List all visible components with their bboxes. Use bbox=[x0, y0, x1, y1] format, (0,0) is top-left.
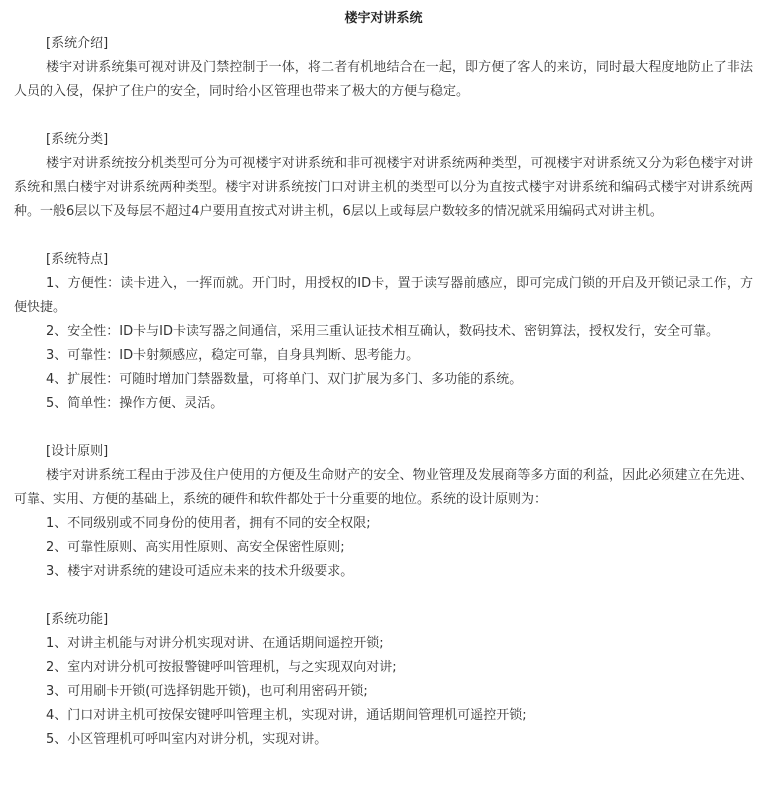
spacer bbox=[14, 224, 753, 248]
function-item: 2、室内对讲分机可按报警键呼叫管理机，与之实现双向对讲; bbox=[46, 660, 397, 675]
section-heading-design: [设计原则] bbox=[46, 444, 109, 459]
feature-item: 2、安全性：ID卡与ID卡读写器之间通信，采用三重认证技术相互确认，数码技术、密钥算法，授权发行，安全可靠。 bbox=[46, 324, 719, 339]
section-heading-features: [系统特点] bbox=[46, 252, 109, 267]
design-item: 1、不同级别或不同身份的使用者，拥有不同的安全权限; bbox=[46, 516, 371, 531]
design-paragraph: 楼宇对讲系统工程由于涉及住户使用的方便及生命财产的安全、物业管理及发展商等多方面的利益，因此必须建立在先进、可靠、实用、方便的基础上，系统的硬件和软件都处于十分重要的地位。系统的设计原则为： bbox=[14, 468, 753, 507]
section-heading-category: [系统分类] bbox=[46, 132, 109, 147]
function-item: 1、对讲主机能与对讲分机实现对讲、在通话期间遥控开锁; bbox=[46, 636, 384, 651]
spacer bbox=[14, 416, 753, 440]
section-design bbox=[14, 440, 753, 584]
function-item: 3、可用刷卡开锁(可选择钥匙开锁)，也可利用密码开锁; bbox=[46, 684, 368, 699]
section-features bbox=[14, 248, 753, 416]
function-item: 4、门口对讲主机可按保安键呼叫管理主机，实现对讲，通话期间管理机可遥控开锁; bbox=[46, 708, 527, 723]
section-intro bbox=[14, 32, 753, 104]
section-heading-intro: [系统介绍] bbox=[46, 36, 109, 51]
section-functions bbox=[14, 608, 753, 752]
spacer bbox=[14, 104, 753, 128]
spacer bbox=[14, 584, 753, 608]
function-item: 5、小区管理机可呼叫室内对讲分机，实现对讲。 bbox=[46, 732, 328, 747]
feature-item: 5、简单性：操作方便、灵活。 bbox=[46, 396, 224, 411]
feature-item: 4、扩展性：可随时增加门禁器数量，可将单门、双门扩展为多门、多功能的系统。 bbox=[46, 372, 523, 387]
feature-item: 3、可靠性：ID卡射频感应，稳定可靠，自身具判断、思考能力。 bbox=[46, 348, 420, 363]
design-item: 3、楼宇对讲系统的建设可适应未来的技术升级要求。 bbox=[46, 564, 354, 579]
section-heading-functions: [系统功能] bbox=[46, 612, 109, 627]
category-paragraph: 楼宇对讲系统按分机类型可分为可视楼宇对讲系统和非可视楼宇对讲系统两种类型，可视楼宇对讲系统又分为彩色楼宇对讲系统和黑白楼宇对讲系统两种类型。楼宇对讲系统按门口对讲主机的类型可以分为直按式楼宇对讲系统和编码式楼宇对讲系统两种。一般6层以下及每层不超过4户要用直按式对讲主机，6层以上或每层户数较多的情况就采用编码式对讲主机。 bbox=[14, 156, 753, 219]
intro-paragraph: 楼宇对讲系统集可视对讲及门禁控制于一体，将二者有机地结合在一起，即方便了客人的来访，同时最大程度地防止了非法人员的入侵，保护了住户的安全，同时给小区管理也带来了极大的方便与稳定。 bbox=[14, 60, 753, 99]
section-category bbox=[14, 128, 753, 224]
feature-item: 1、方便性：读卡进入，一挥而就。开门时，用授权的ID卡，置于读写器前感应，即可完成门锁的开启及开锁记录工作，方便快捷。 bbox=[14, 276, 753, 315]
article-title: 楼宇对讲系统 bbox=[344, 11, 423, 26]
design-item: 2、可靠性原则、高实用性原则、高安全保密性原则; bbox=[46, 540, 345, 555]
